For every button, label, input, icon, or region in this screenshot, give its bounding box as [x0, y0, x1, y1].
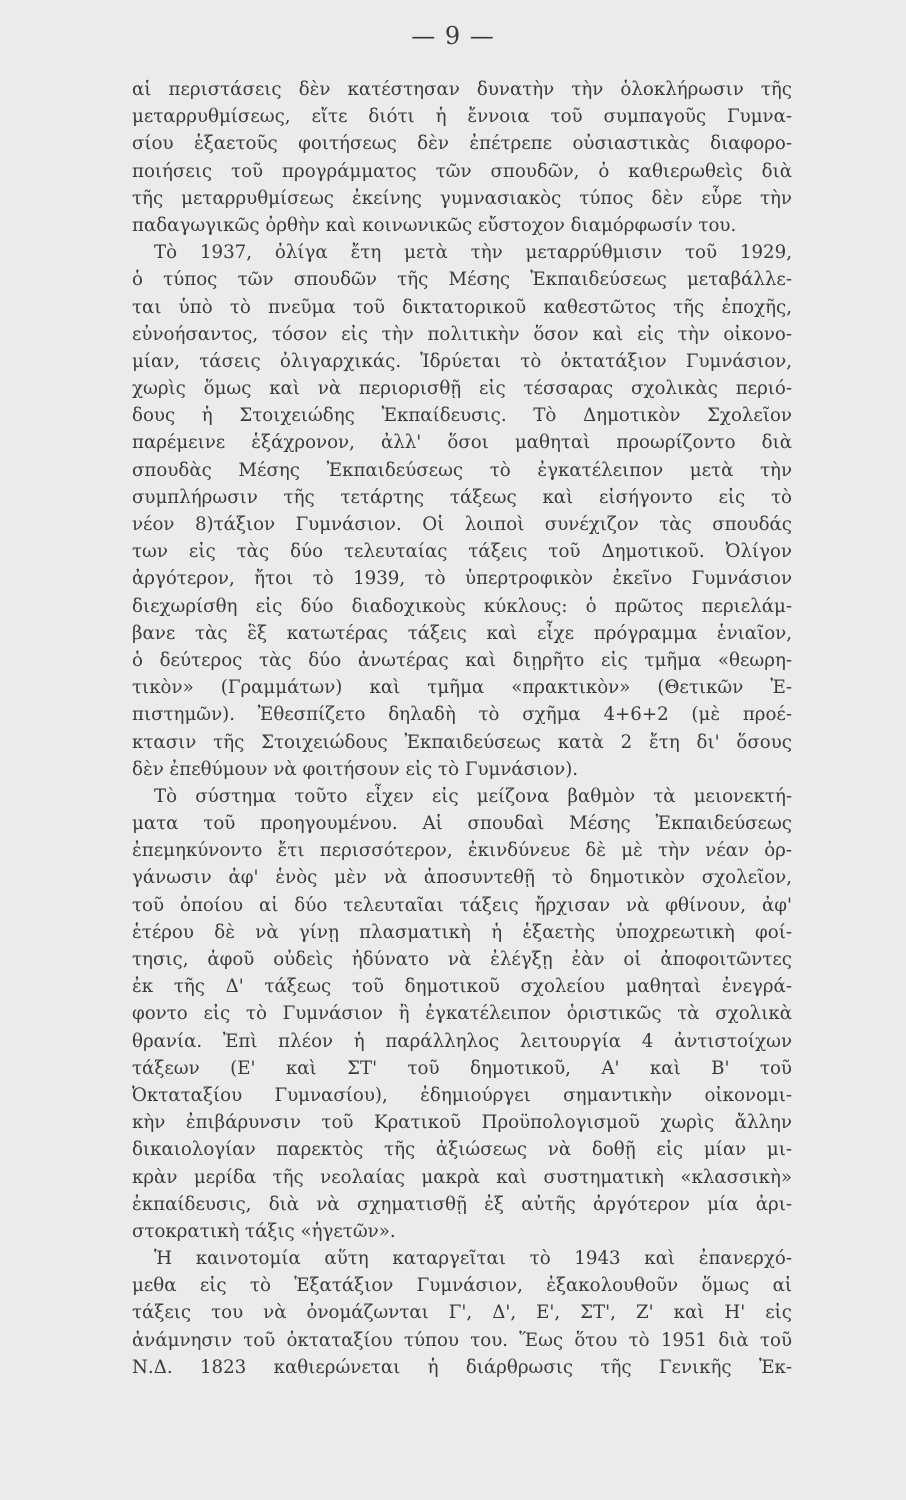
text-line: κὴν ἐπιβάρυνσιν τοῦ Κρατικοῦ Προϋπολογισμοῦ χωρὶς ἄλλην	[132, 1112, 792, 1134]
text-line: ὁ τύπος τῶν σπουδῶν τῆς Μέσης Ἐκπαιδεύσεως μεταβάλλε-	[132, 269, 792, 291]
text-line: παρέμεινε ἑξάχρονον, ἀλλ' ὅσοι μαθηταὶ προωρίζοντο διὰ	[132, 432, 792, 454]
text-line: ται ὑπὸ τὸ πνεῦμα τοῦ δικτατορικοῦ καθεστῶτος τῆς ἐποχῆς,	[132, 296, 792, 318]
text-line: ποιήσεις τοῦ προγράμματος τῶν σπουδῶν, ὁ καθιερωθεὶς διὰ	[132, 160, 792, 182]
text-line: θρανία. Ἐπὶ πλέον ἡ παράλληλος λειτουργία 4 ἀντιστοίχων	[132, 1030, 792, 1052]
text-line: ἀργότερον, ἤτοι τὸ 1939, τὸ ὑπερτροφικὸν ἐκεῖνο Γυμνάσιον	[132, 568, 792, 590]
text-line: φοντο εἰς τὸ Γυμνάσιον ἢ ἐγκατέλειπον ὁριστικῶς τὰ σχολικὰ	[132, 1003, 792, 1025]
text-line: σπουδὰς Μέσης Ἐκπαιδεύσεως τὸ ἐγκατέλειπον μετὰ τὴν	[132, 459, 792, 481]
text-line: μίαν, τάσεις ὀλιγαρχικάς. Ἱδρύεται τὸ ὀκτατάξιον Γυμνάσιον,	[132, 350, 792, 372]
text-line: παδαγωγικῶς ὀρθὴν καὶ κοινωνικῶς εὔστοχον διαμόρφωσίν του.	[132, 214, 737, 236]
text-line: τάξεων (Ε' καὶ ΣΤ' τοῦ δημοτικοῦ, Α' καὶ Β' τοῦ	[132, 1057, 792, 1079]
text-line: Ν.Δ. 1823 καθιερώνεται ἡ διάρθρωσις τῆς Γενικῆς Ἐκ-	[132, 1356, 792, 1378]
text-line: διεχωρίσθη εἰς δύο διαδοχικοὺς κύκλους: ὁ πρῶτος περιελάμ-	[132, 595, 792, 617]
text-line: χωρὶς ὅμως καὶ νὰ περιορισθῇ εἰς τέσσαρας σχολικὰς περιό-	[132, 378, 792, 400]
text-line: τικὸν» (Γραμμάτων) καὶ τμῆμα «πρακτικὸν» (Θετικῶν Ἐ-	[132, 677, 792, 699]
text-line: γάνωσιν ἀφ' ἑνὸς μὲν νὰ ἀποσυντεθῇ τὸ δημοτικὸν σχολεῖον,	[132, 867, 792, 889]
text-line: δικαιολογίαν παρεκτὸς τῆς ἀξιώσεως νὰ δοθῇ εἰς μίαν μι-	[132, 1139, 792, 1161]
text-line: τοῦ ὁποίου αἱ δύο τελευταῖαι τάξεις ἤρχισαν νὰ φθίνουν, ἀφ'	[132, 894, 792, 916]
text-line: ἑτέρου δὲ νὰ γίνῃ πλασματικὴ ἡ ἑξαετὴς ὑποχρεωτικὴ φοί-	[132, 921, 792, 943]
text-line: κρὰν μερίδα τῆς νεολαίας μακρὰ καὶ συστηματικὴ «κλασσικὴ»	[132, 1166, 792, 1188]
text-line: εὐνοήσαντος, τόσον εἰς τὴν πολιτικὴν ὅσον καὶ εἰς τὴν οἰκονο-	[132, 323, 792, 345]
text-line: τῆς μεταρρυθμίσεως ἐκείνης γυμνασιακὸς τύπος δὲν εὗρε τὴν	[132, 187, 792, 209]
text-line: αἱ περιστάσεις δὲν κατέστησαν δυνατὴν τὴν ὁλοκλήρωσιν τῆς	[132, 79, 792, 100]
text-line: ὁ δεύτερος τὰς δύο ἀνωτέρας καὶ διῃρῆτο εἰς τμῆμα «θεωρη-	[132, 649, 792, 671]
text-line: Τὸ 1937, ὀλίγα ἔτη μετὰ τὴν μεταρρύθμισιν τοῦ 1929,	[154, 242, 792, 264]
text-line: ματα τοῦ προηγουμένου. Αἱ σπουδαὶ Μέσης Ἐκπαιδεύσεως	[132, 813, 792, 835]
text-line: κτασιν τῆς Στοιχειώδους Ἐκπαιδεύσεως κατὰ 2 ἔτη δι' ὅσους	[132, 731, 792, 753]
text-line: ἐπεμηκύνοντο ἔτι περισσότερον, ἐκινδύνευε δὲ μὲ τὴν νέαν ὀρ-	[132, 840, 792, 862]
text-line: δὲν ἐπεθύμουν νὰ φοιτήσουν εἰς τὸ Γυμνάσιον).	[132, 758, 579, 780]
text-line: Ἡ καινοτομία αὕτη καταργεῖται τὸ 1943 καὶ ἐπανερχό-	[154, 1248, 792, 1270]
text-line: δους ἡ Στοιχειώδης Ἐκπαίδευσις. Τὸ Δημοτικὸν Σχολεῖον	[132, 405, 792, 427]
text-line: τάξεις του νὰ ὀνομάζωνται Γ', Δ', Ε', ΣΤ', Ζ' καὶ Η' εἰς	[132, 1302, 792, 1324]
text-line: μεθα εἰς τὸ Ἑξατάξιον Γυμνάσιον, ἐξακολουθοῦν ὅμως αἱ	[132, 1275, 792, 1297]
page-number: — 9 —	[411, 22, 495, 50]
body-text	[132, 76, 792, 1381]
text-line: στοκρατικὴ τάξις «ἡγετῶν».	[132, 1220, 396, 1242]
text-line: συμπλήρωσιν τῆς τετάρτης τάξεως καὶ εἰσήγοντο εἰς τὸ	[132, 486, 792, 508]
text-line: βανε τὰς ἓξ κατωτέρας τάξεις καὶ εἶχε πρόγραμμα ἑνιαῖον,	[132, 622, 792, 644]
text-line: Ὀκταταξίου Γυμνασίου), ἐδημιούργει σημαντικὴν οἰκονομι-	[132, 1084, 792, 1106]
text-line: των εἰς τὰς δύο τελευταίας τάξεις τοῦ Δημοτικοῦ. Ὀλίγον	[132, 541, 792, 563]
text-line: πιστημῶν). Ἐθεσπίζετο δηλαδὴ τὸ σχῆμα 4+6+2 (μὲ προέ-	[132, 704, 792, 726]
text-line: σίου ἑξαετοῦς φοιτήσεως δὲν ἐπέτρεπε οὐσιαστικὰς διαφορο-	[132, 133, 792, 155]
text-line: τησις, ἀφοῦ οὐδεὶς ἠδύνατο νὰ ἐλέγξῃ ἐὰν οἱ ἀποφοιτῶντες	[132, 949, 792, 970]
text-line: ἀνάμνησιν τοῦ ὀκταταξίου τύπου του. Ἕως ὅτου τὸ 1951 διὰ τοῦ	[132, 1329, 792, 1351]
text-line: ἐκ τῆς Δ' τάξεως τοῦ δημοτικοῦ σχολείου μαθηταὶ ἐνεγρά-	[132, 976, 792, 998]
text-line: μεταρρυθμίσεως, εἴτε διότι ἡ ἔννοια τοῦ συμπαγοῦς Γυμνα-	[132, 106, 792, 128]
text-line: ἐκπαίδευσις, διὰ νὰ σχηματισθῇ ἐξ αὐτῆς ἀργότερον μία ἀρι-	[132, 1193, 792, 1215]
text-line: Τὸ σύστημα τοῦτο εἶχεν εἰς μείζονα βαθμὸν τὰ μειονεκτή-	[154, 785, 792, 807]
text-line: νέον 8)τάξιον Γυμνάσιον. Οἱ λοιποὶ συνέχιζον τὰς σπουδάς	[132, 514, 792, 535]
